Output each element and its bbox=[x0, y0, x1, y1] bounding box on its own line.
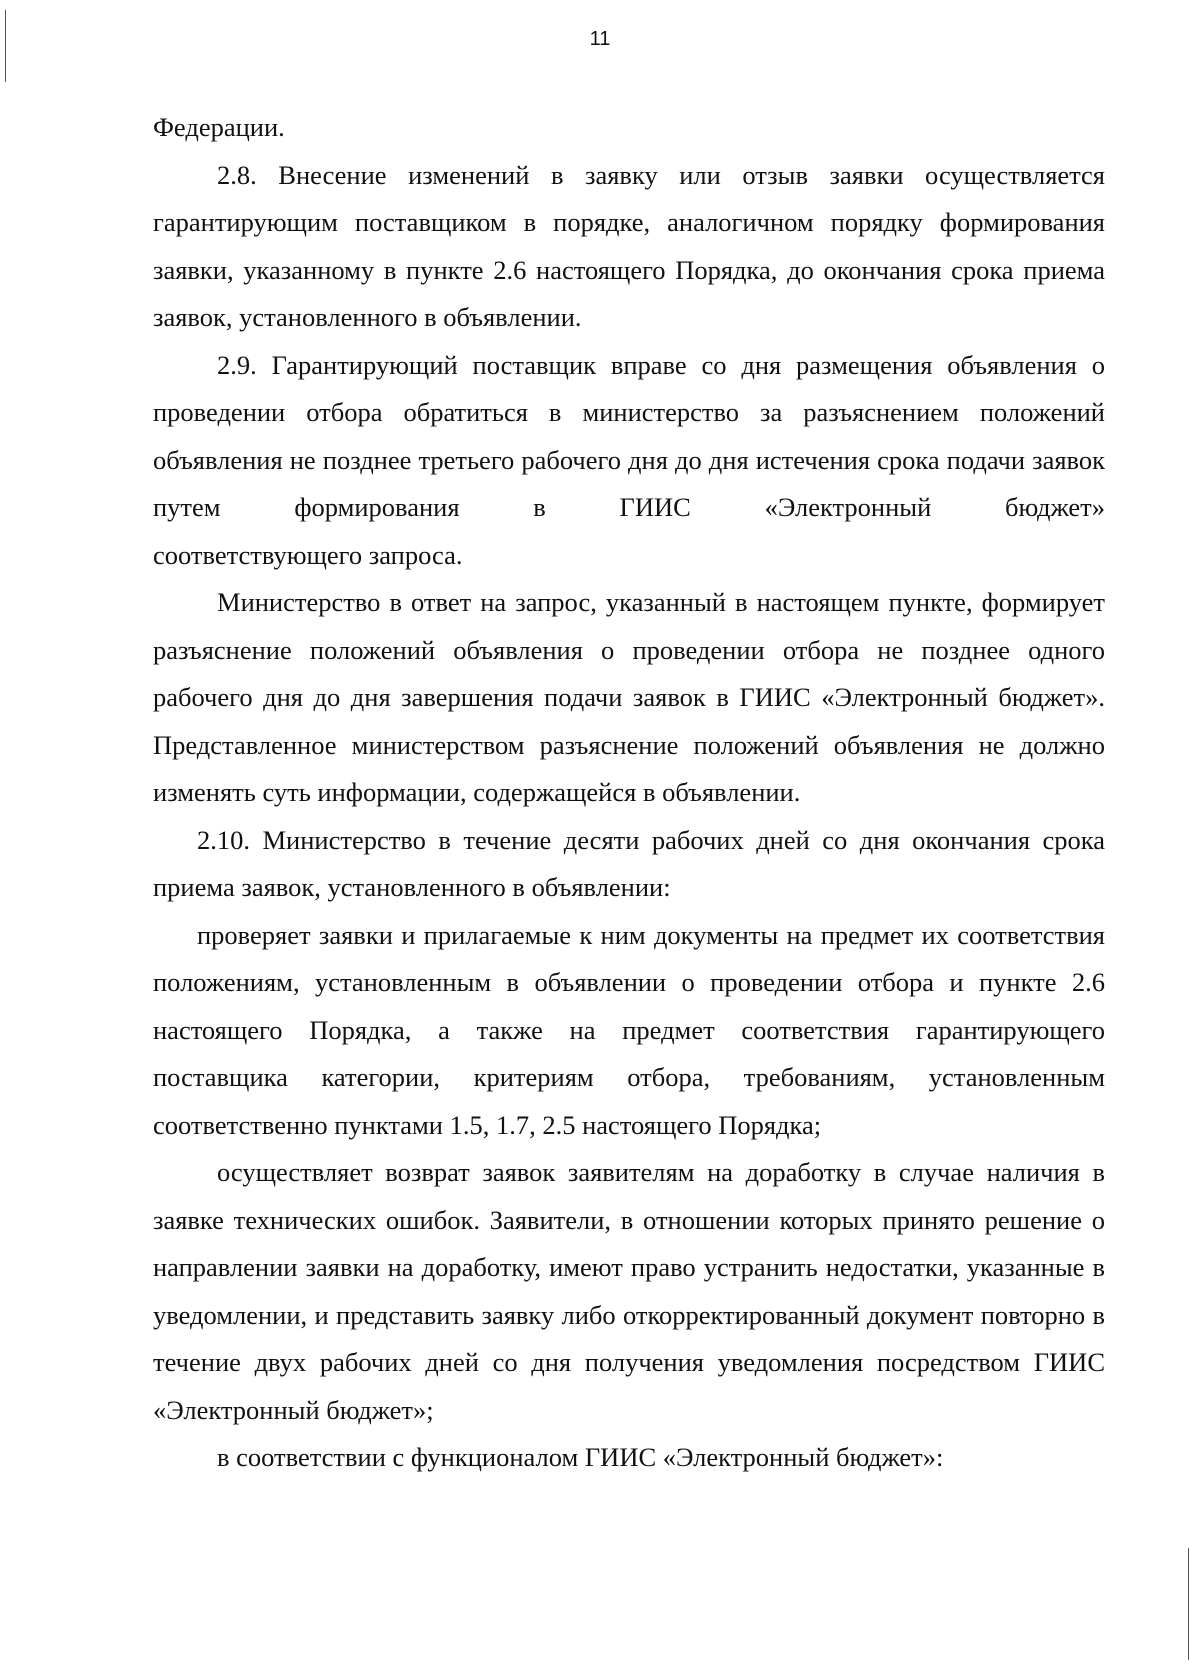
paragraph-ministry-reply: Министерство в ответ на запрос, указанный в настоящем пункте, формирует разъяснение положений объявления о проведении отбора не позднее одного рабочего дня до дня завершения подачи заявок в ГИИС «Электронный бюджет». Представленное министерством разъяснение положений объявления не должно изменять суть информации, содержащейся в объявлении. bbox=[153, 587, 1105, 807]
paragraph-electronic-budget-functionality: в соответствии с функционалом ГИИС «Электронный бюджет»: bbox=[217, 1442, 944, 1472]
paragraph-2-9: 2.9. Гарантирующий поставщик вправе со дня размещения объявления о проведении отбора обратиться в министерство за разъяснением положений объявления не позднее третьего рабочего дня до дня истечения срока подачи заявок путем формирования в ГИИС «Электронный бюджет» bbox=[153, 349, 1105, 522]
paragraph-checks-applications: проверяет заявки и прилагаемые к ним документы на предмет их соответствия положениям, установленным в объявлении о проведении отбора и пункте 2.6 настоящего Порядка, а также на предмет соответствия гарантирующего поставщика категории, критериям отбора, требованиям, установленным соответственно пунктами 1.5, 1.7, 2.5 настоящего Порядка; bbox=[153, 919, 1105, 1140]
paragraph-continuation: Федерации. bbox=[153, 112, 285, 142]
paragraph-2-9-ending: соответствующего запроса. bbox=[153, 539, 463, 570]
scan-edge-mark-right bbox=[1188, 1548, 1189, 1660]
page-number: 11 bbox=[589, 28, 611, 50]
paragraph-2-8: 2.8. Внесение изменений в заявку или отзыв заявки осуществляется гарантирующим поставщиком в порядке, аналогичном порядку формирования заявки, указанному в пункте 2.6 настоящего Порядка, до окончания срока приема заявок, установленного в объявлении. bbox=[153, 159, 1105, 332]
paragraph-returns-applications: осуществляет возврат заявок заявителям на доработку в случае наличия в заявке технических ошибок. Заявители, в отношении которых принято решение о направлении заявки на доработку, имеют право устранить недостатки, указанные в уведомлении, и представить заявку либо откорректированный документ повторно в течение двух рабочих дней со дня получения уведомления посредством ГИИС «Электронный бюджет»; bbox=[153, 1157, 1105, 1425]
paragraph-2-10: 2.10. Министерство в течение десяти рабочих дней со дня окончания срока приема заявок, установленного в объявлении: bbox=[153, 824, 1105, 902]
document-body bbox=[153, 104, 1105, 1482]
